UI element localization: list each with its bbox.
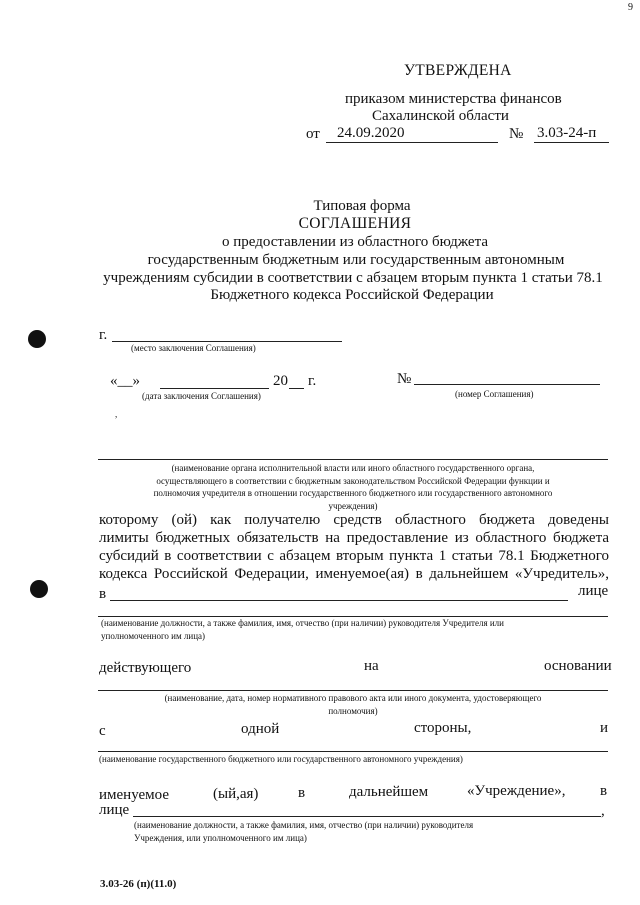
named-word5: «Учреждение», <box>467 783 566 799</box>
document-line[interactable] <box>98 690 608 691</box>
footer-code: 3.03-26 (п)(11.0) <box>100 878 177 890</box>
date-year-prefix: 20 <box>273 373 288 389</box>
stray-mark: , <box>115 409 118 419</box>
organ-hint-line4: учреждения) <box>328 501 378 511</box>
date-quotes: «__» <box>110 373 140 389</box>
place-prefix: г. <box>99 327 108 343</box>
date-hint: (дата заключения Соглашения) <box>142 391 261 401</box>
institution-line[interactable] <box>98 751 608 752</box>
institution-hint: (наименование государственного бюджетного или государственного автономного учреждения) <box>99 754 463 764</box>
named-word3: в <box>298 785 306 801</box>
side-word1: с <box>99 723 106 739</box>
named-line2-prefix: лице <box>99 802 130 818</box>
number-prefix: № <box>397 371 412 387</box>
named-word4: дальнейшем <box>349 784 429 800</box>
acting-word2: на <box>364 658 379 674</box>
place-line[interactable] <box>112 341 342 342</box>
heading-line5: учреждениям субсидии в соответствии с абзацем вторым пункта 1 статьи 78.1 <box>103 270 603 286</box>
date-month-line[interactable] <box>160 388 269 389</box>
heading-line4: государственным бюджетным или государственным автономным <box>147 252 565 268</box>
heading-line3: о предоставлении из областного бюджета <box>222 234 488 250</box>
named-word1: именуемое <box>99 787 169 803</box>
position-hint-line2: уполномоченного им лица) <box>101 631 206 641</box>
paragraph1-line2: лимиты бюджетных обязательств на предоставление из областного бюджета <box>99 530 609 546</box>
organ-hint-line1: (наименование органа исполнительной власти или иного областного государственного органа, <box>171 463 535 473</box>
paragraph1-line5-right: лице <box>578 583 609 599</box>
approval-line1: приказом министерства финансов <box>345 91 562 107</box>
named-word6: в <box>600 783 608 799</box>
side-word2: одной <box>241 721 280 737</box>
number-line[interactable] <box>414 384 600 385</box>
punch-hole-bottom <box>30 580 48 598</box>
approval-title: УТВЕРЖДЕНА <box>404 62 512 79</box>
named-word2: (ый,ая) <box>213 786 259 802</box>
approval-date: 24.09.2020 <box>337 125 405 141</box>
document-hint-line1: (наименование, дата, номер нормативного правового акта или иного документа, удостоверяющего <box>164 693 542 703</box>
founder-person-line[interactable] <box>110 600 568 601</box>
paragraph1-line3: субсидий в соответствии с абзацем вторым пункта 1 статьи 78.1 Бюджетного <box>99 548 609 564</box>
place-hint: (место заключения Соглашения) <box>131 343 256 353</box>
side-word3: стороны, <box>414 720 472 736</box>
paragraph1-line5-left: в <box>99 586 107 602</box>
document-hint-line2: полномочия) <box>328 706 378 716</box>
approval-line2: Сахалинской области <box>372 108 509 124</box>
punch-hole-top <box>28 330 46 348</box>
approval-number-line <box>534 142 609 143</box>
approval-number: 3.03-24-п <box>537 125 597 141</box>
heading-line1: Типовая форма <box>313 198 411 214</box>
institution-person-hint-line1: (наименование должности, а также фамилия, имя, отчество (при наличии) руководителя <box>134 820 474 830</box>
side-word4: и <box>600 720 609 736</box>
number-hint: (номер Соглашения) <box>455 389 534 399</box>
acting-word1: действующего <box>99 660 192 676</box>
institution-person-line[interactable] <box>133 816 601 817</box>
approval-number-prefix: № <box>509 126 524 142</box>
paragraph1-line1: которому (ой) как получателю средств областного бюджета доведены <box>99 512 609 528</box>
heading-line6: Бюджетного кодекса Российской Федерации <box>210 287 494 303</box>
corner-mark: 9 <box>628 2 633 13</box>
date-year-line[interactable] <box>289 388 304 389</box>
approval-date-prefix: от <box>306 126 320 142</box>
organ-line[interactable] <box>98 459 608 460</box>
acting-word3: основании <box>544 658 612 674</box>
approval-date-line <box>326 142 498 143</box>
organ-hint-line2: осуществляющего в соответствии с бюджетным законодательством Российской Федерации функции и <box>156 476 550 486</box>
institution-person-hint-line2: Учреждения, или уполномоченного им лица) <box>134 833 307 843</box>
position-hint-line1: (наименование должности, а также фамилия, имя, отчество (при наличии) руководителя Учредителя или <box>101 618 504 628</box>
date-year-suffix: г. <box>308 373 317 389</box>
founder-position-line[interactable] <box>98 616 608 617</box>
heading-line2: СОГЛАШЕНИЯ <box>298 215 412 232</box>
paragraph1-line4: кодекса Российской Федерации, именуемое(ая) в дальнейшем «Учредитель», <box>99 566 609 582</box>
named-line2-suffix: , <box>601 803 605 819</box>
organ-hint-line3: полномочия учредителя в отношении государственного бюджетного или государственного автономного <box>153 488 553 498</box>
